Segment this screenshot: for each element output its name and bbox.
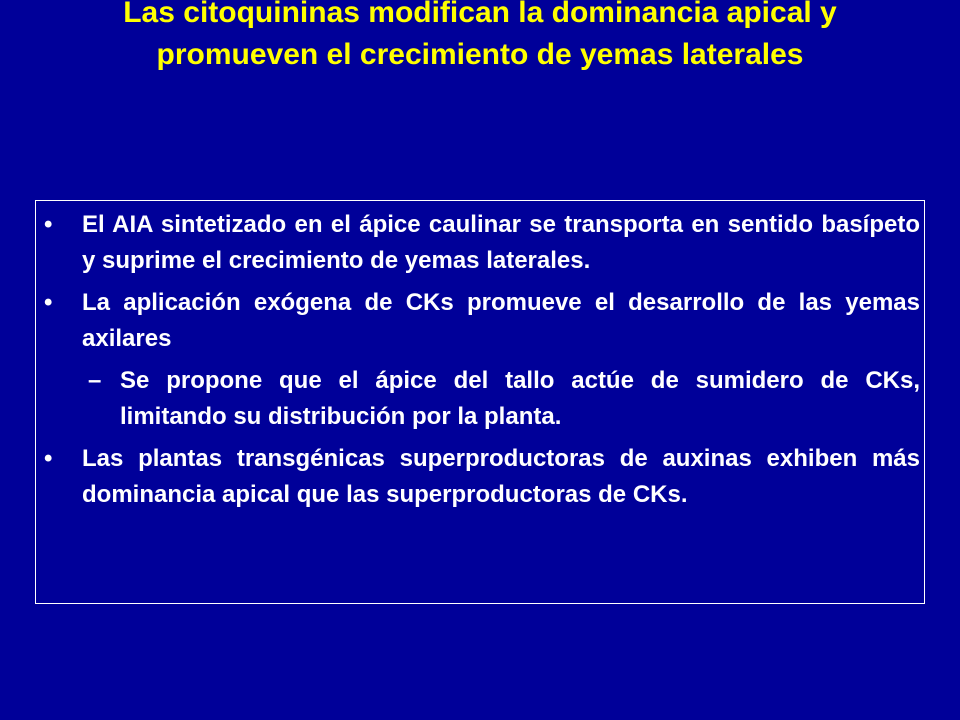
sub-bullet-marker: –	[88, 367, 102, 394]
slide-title: Las citoquininas modifican la dominancia apical y promueven el crecimiento de yemas laterales	[123, 0, 837, 71]
bullet-marker: •	[44, 289, 53, 316]
bullet-list	[44, 207, 920, 519]
bullet-text: El AIA sintetizado en el ápice caulinar se transporta en sentido basípeto y suprime el crecimiento de yemas laterales.	[82, 211, 920, 274]
content-box	[35, 200, 925, 604]
sub-bullet-item-ck-sink	[44, 363, 920, 435]
bullet-item-ck-application	[44, 285, 920, 357]
bullet-item-aia-transport	[44, 207, 920, 279]
bullet-marker: •	[44, 211, 53, 238]
bullet-marker: •	[44, 445, 53, 472]
bullet-text: Las plantas transgénicas superproductoras de auxinas exhiben más dominancia apical que las superproductoras de CKs.	[82, 445, 920, 508]
bullet-item-transgenic-plants	[44, 441, 920, 513]
bullet-text: La aplicación exógena de CKs promueve el desarrollo de las yemas axilares	[82, 289, 920, 352]
sub-bullet-text: Se propone que el ápice del tallo actúe de sumidero de CKs, limitando su distribución por la planta.	[120, 367, 920, 430]
